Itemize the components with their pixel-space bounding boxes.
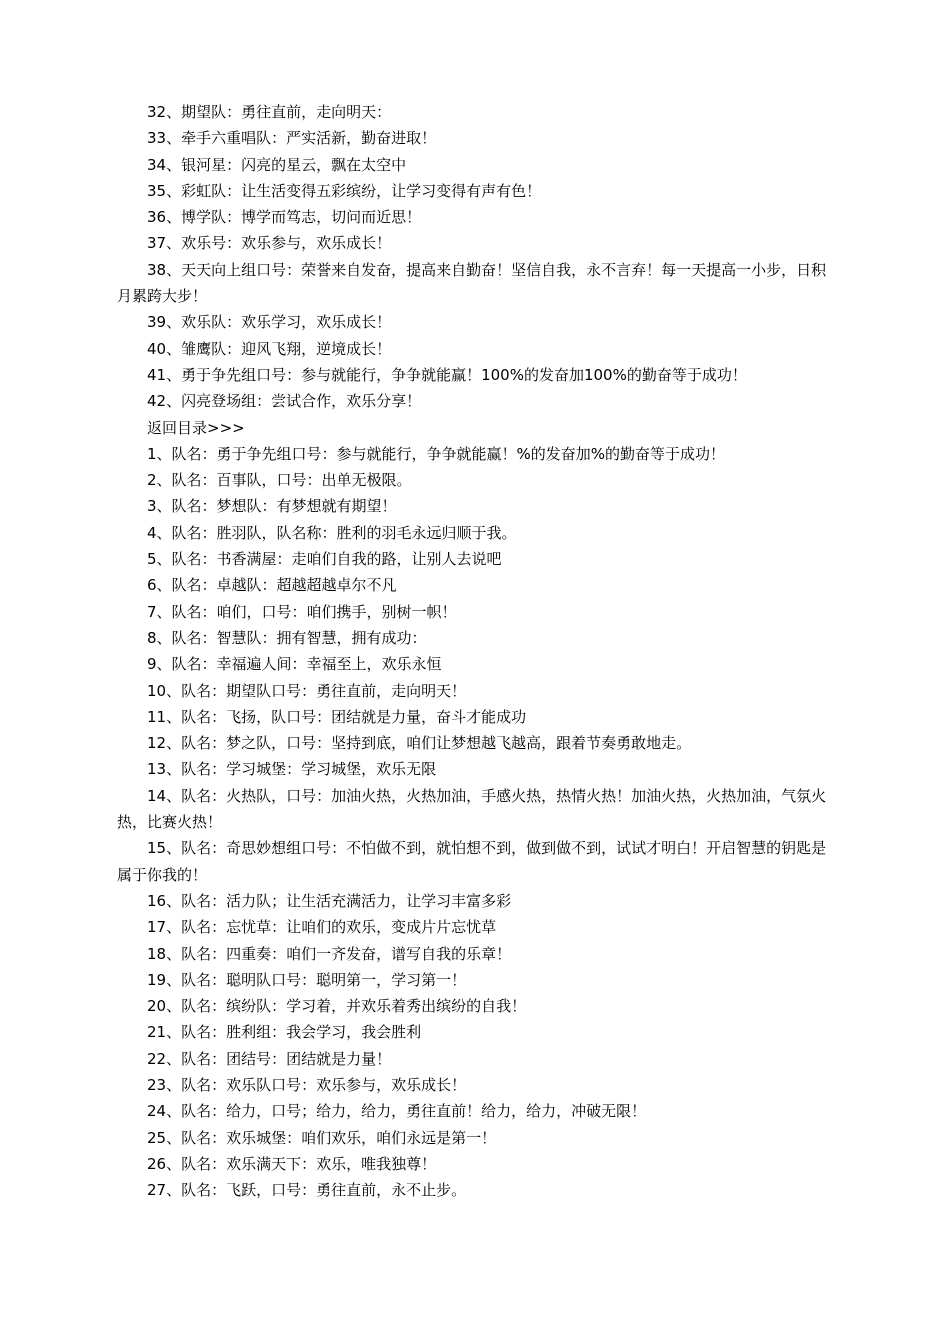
text-paragraph: 39、欢乐队：欢乐学习，欢乐成长！: [147, 313, 392, 332]
document-body: [117, 99, 839, 1203]
text-paragraph: 32、期望队：勇往直前，走向明天：: [147, 103, 392, 121]
text-paragraph: 返回目录>>>: [147, 418, 245, 437]
text-paragraph: 42、闪亮登场组：尝试合作，欢乐分享！: [147, 392, 422, 411]
text-paragraph: 4、队名：胜羽队，队名称：胜利的羽毛永远归顺于我。: [147, 523, 517, 542]
text-paragraph: 1、队名：勇于争先组口号：参与就能行，争争就能赢！%的发奋加%的勤奋等于成功！: [147, 444, 726, 463]
text-paragraph: 15、队名：奇思妙想组口号：不怕做不到，就怕想不到，做到做不到，试试才明白！开启智慧的钥匙是属于你我的！: [117, 839, 827, 884]
text-paragraph: 18、队名：四重奏：咱们一齐发奋，谱写自我的乐章！: [147, 944, 512, 963]
text-paragraph: 11、队名：飞扬，队口号：团结就是力量，奋斗才能成功: [147, 707, 527, 726]
text-paragraph: 5、队名：书香满屋：走咱们自我的路，让别人去说吧: [147, 550, 502, 569]
text-paragraph: 10、队名：期望队口号：勇往直前，走向明天！: [147, 681, 467, 700]
text-paragraph: 24、队名：给力，口号；给力，给力，勇往直前！给力，给力，冲破无限！: [147, 1102, 647, 1121]
text-paragraph: 16、队名：活力队；让生活充满活力，让学习丰富多彩: [147, 891, 512, 910]
text-paragraph: 27、队名：飞跃，口号：勇往直前，永不止步。: [147, 1181, 467, 1200]
text-paragraph: 35、彩虹队：让生活变得五彩缤纷，让学习变得有声有色！: [147, 181, 542, 200]
text-paragraph: 34、银河星：闪亮的星云，飘在太空中: [147, 155, 407, 174]
text-paragraph: 19、队名：聪明队口号：聪明第一，学习第一！: [147, 970, 467, 989]
text-paragraph: 25、队名：欢乐城堡：咱们欢乐，咱们永远是第一！: [147, 1128, 497, 1147]
text-paragraph: 36、博学队：博学而笃志，切问而近思！: [147, 208, 422, 227]
text-paragraph: 41、勇于争先组口号：参与就能行，争争就能赢！100%的发奋加100%的勤奋等于成功！: [147, 365, 747, 384]
text-paragraph: 3、队名：梦想队：有梦想就有期望！: [147, 497, 397, 516]
text-paragraph: 13、队名：学习城堡：学习城堡，欢乐无限: [147, 760, 437, 779]
text-paragraph: 9、队名：幸福遍人间：幸福至上，欢乐永恒: [147, 655, 442, 674]
text-paragraph: 12、队名：梦之队，口号：坚持到底，咱们让梦想越飞越高，跟着节奏勇敢地走。: [147, 734, 692, 753]
text-paragraph: 37、欢乐号：欢乐参与，欢乐成长！: [147, 234, 392, 253]
text-paragraph: 26、队名：欢乐满天下：欢乐，唯我独尊！: [147, 1154, 437, 1173]
text-paragraph: 6、队名：卓越队：超越超越卓尔不凡: [147, 576, 397, 595]
text-paragraph: 38、天天向上组口号：荣誉来自发奋，提高来自勤奋！坚信自我，永不言弃！每一天提高一小步，日积月累跨大步！: [117, 260, 827, 306]
text-paragraph: 40、雏鹰队：迎风飞翔，逆境成长！: [147, 339, 392, 358]
text-paragraph: 21、队名：胜利组：我会学习，我会胜利: [147, 1023, 422, 1042]
text-paragraph: 23、队名：欢乐队口号：欢乐参与，欢乐成长！: [147, 1075, 467, 1094]
text-paragraph: 22、队名：团结号：团结就是力量！: [147, 1049, 392, 1068]
text-paragraph: 2、队名：百事队，口号：出单无极限。: [147, 471, 412, 490]
text-paragraph: 8、队名：智慧队：拥有智慧，拥有成功：: [147, 628, 427, 647]
text-paragraph: 7、队名：咱们，口号：咱们携手，别树一帜！: [147, 602, 457, 621]
text-paragraph: 20、队名：缤纷队：学习着，并欢乐着秀出缤纷的自我！: [147, 997, 527, 1016]
text-paragraph: 17、队名：忘忧草：让咱们的欢乐，变成片片忘忧草: [147, 918, 497, 937]
text-paragraph: 14、队名：火热队，口号：加油火热，火热加油，手感火热，热情火热！加油火热，火热加油，气氛火热，比赛火热！: [117, 786, 827, 832]
text-paragraph: 33、牵手六重唱队：严实活新，勤奋进取！: [147, 129, 437, 148]
